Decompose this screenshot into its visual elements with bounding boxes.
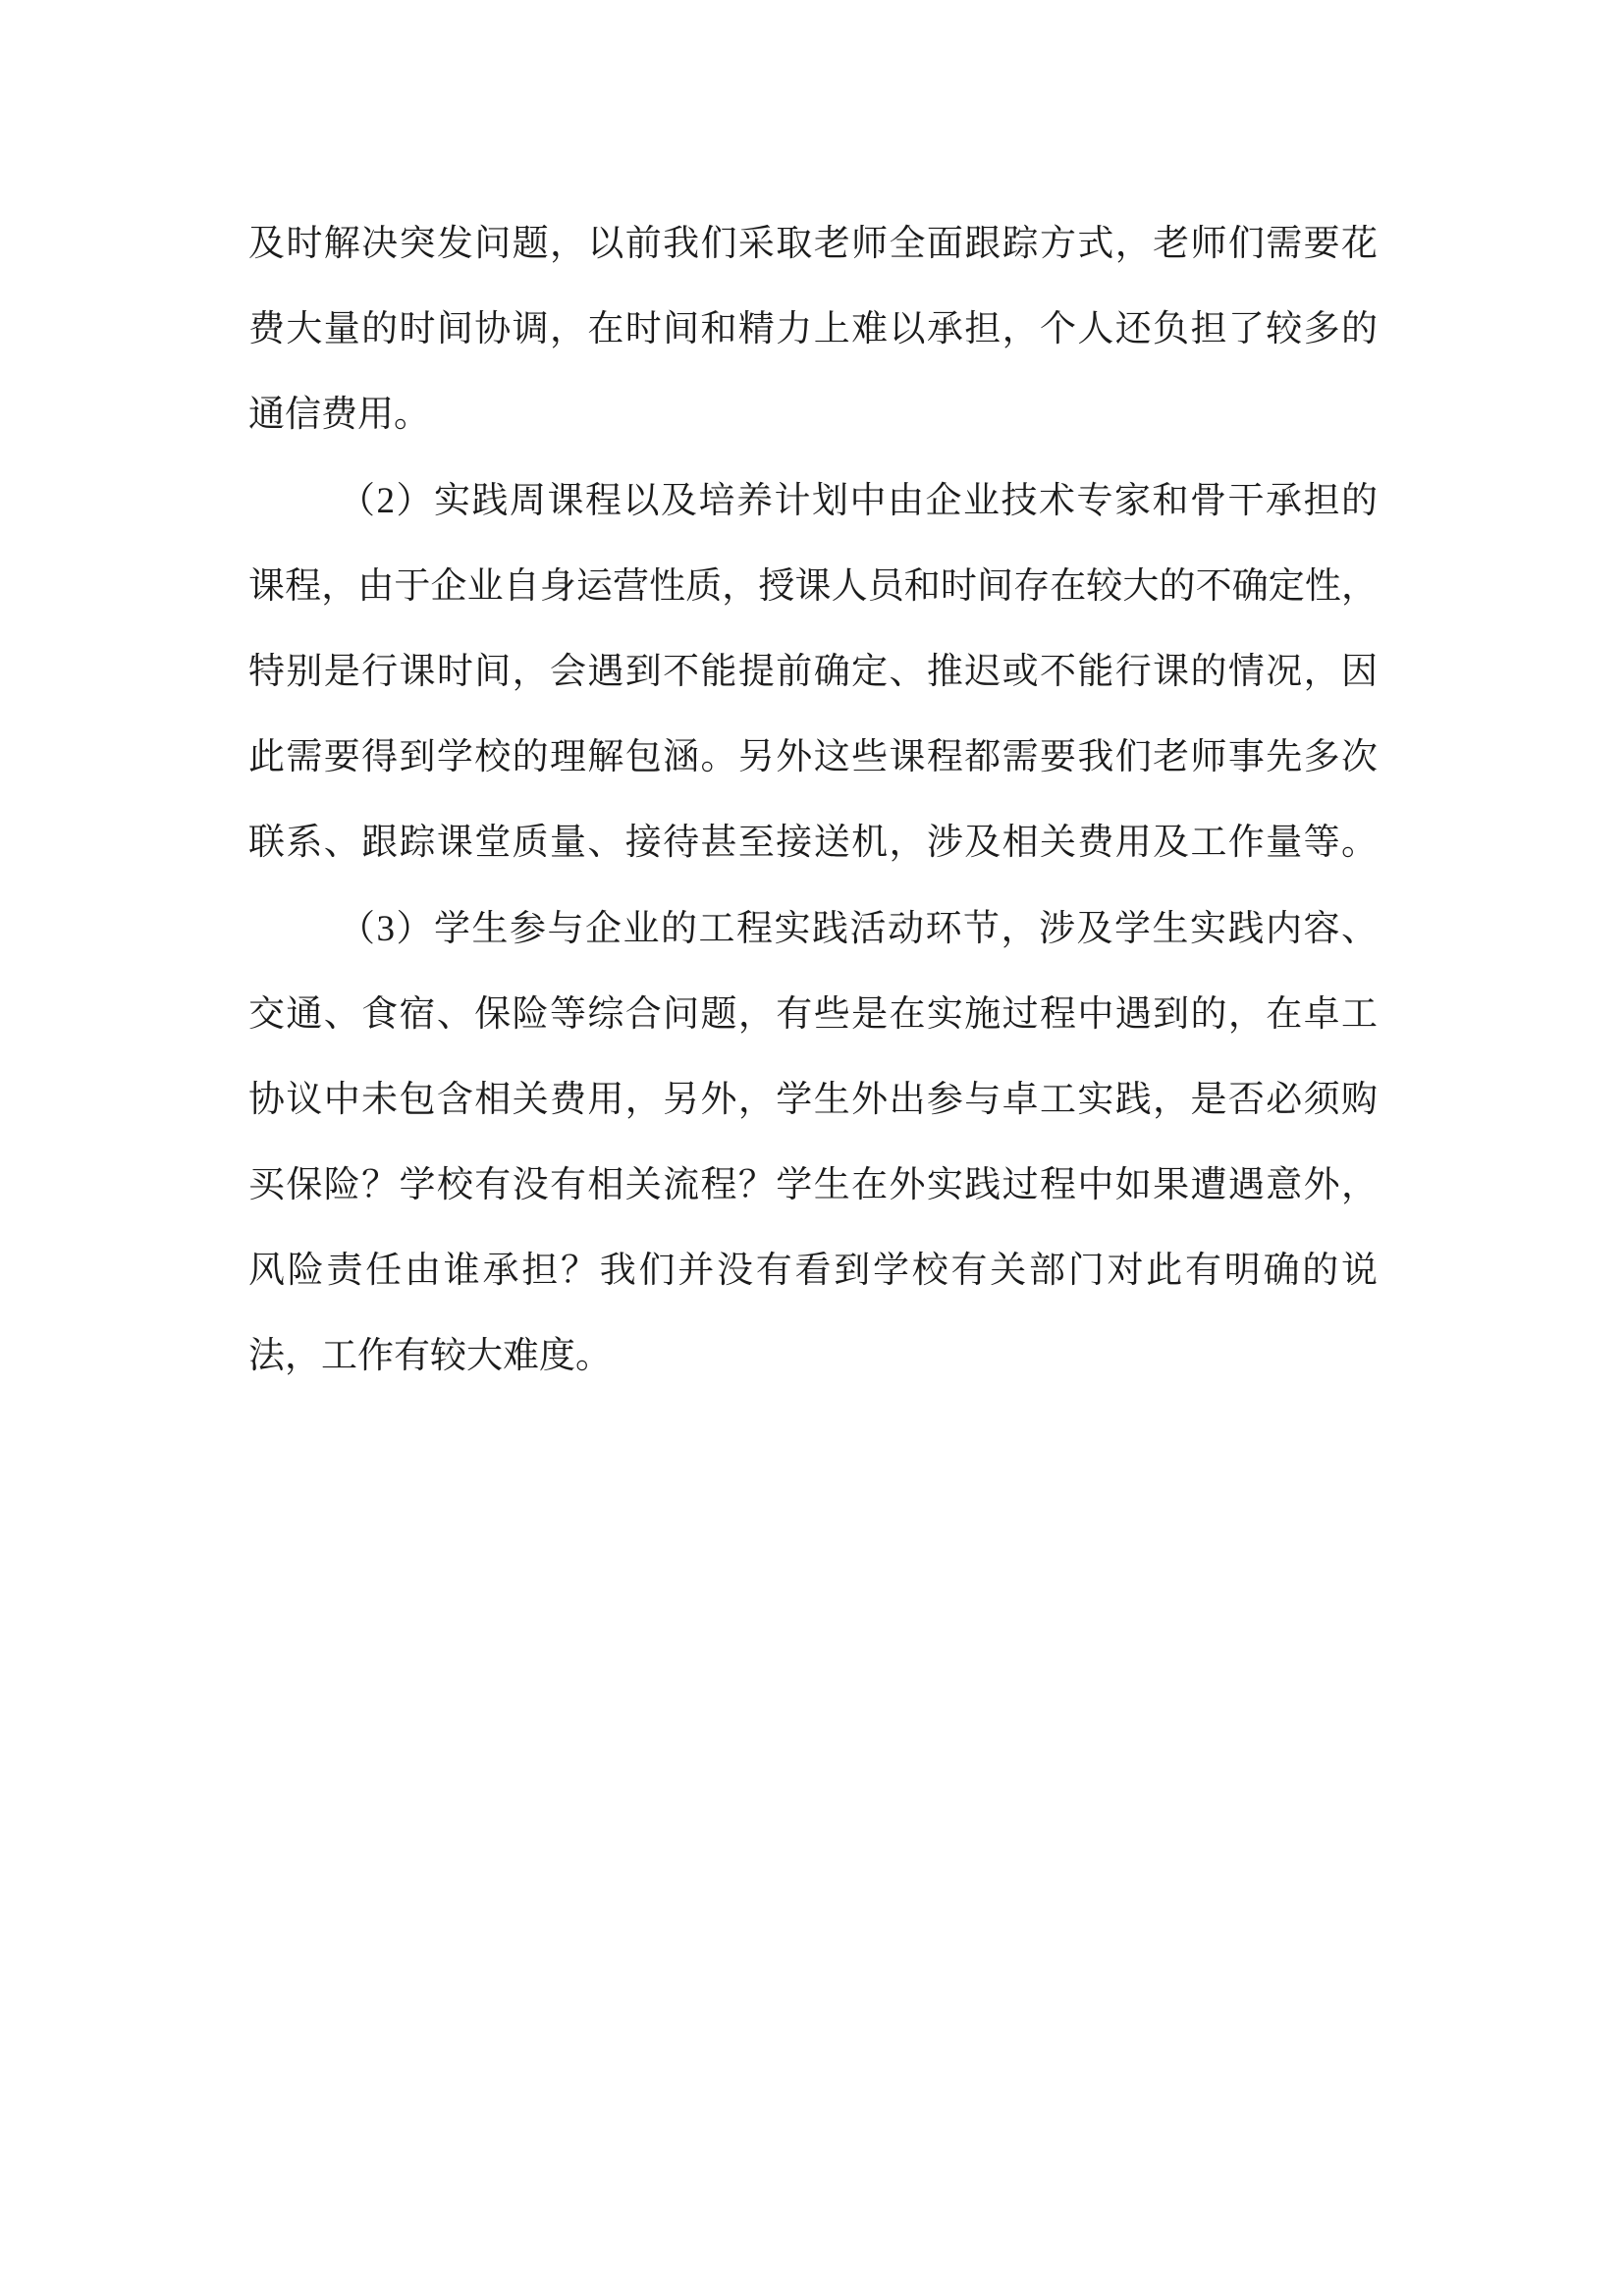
paragraph-1 [248,201,1378,458]
document-text-block [248,201,1378,1400]
text-line: 费大量的时间协调，在时间和精力上难以承担，个人还负担了较多的 [248,309,1378,350]
text-line: 风险责任由谁承担？我们并没有看到学校有关部门对此有明确的说 [248,1251,1378,1292]
text-line: （3）学生参与企业的工程实践活动环节，涉及学生实践内容、 [339,908,1378,949]
text-line: 法，工作有较大难度。 [248,1336,612,1377]
paragraph-2 [248,458,1378,886]
text-line: 交通、食宿、保险等综合问题，有些是在实施过程中遇到的，在卓工 [248,993,1378,1035]
text-line: 特别是行课时间，会遇到不能提前确定、推迟或不能行课的情况，因 [248,651,1378,692]
text-line: 协议中未包含相关费用，另外，学生外出参与卓工实践，是否必须购 [248,1079,1378,1120]
text-line: （2）实践周课程以及培养计划中由企业技术专家和骨干承担的 [339,480,1378,521]
paragraph-3 [248,886,1378,1400]
text-line: 此需要得到学校的理解包涵。另外这些课程都需要我们老师事先多次 [248,737,1378,778]
text-line: 买保险？学校有没有相关流程？学生在外实践过程中如果遭遇意外， [248,1165,1378,1206]
text-line: 通信费用。 [248,395,430,436]
text-line: 联系、跟踪课堂质量、接待甚至接送机，涉及相关费用及工作量等。 [248,823,1378,864]
text-line: 及时解决突发问题，以前我们采取老师全面跟踪方式，老师们需要花 [248,224,1378,264]
text-line: 课程，由于企业自身运营性质，授课人员和时间存在较大的不确定性， [248,565,1378,607]
